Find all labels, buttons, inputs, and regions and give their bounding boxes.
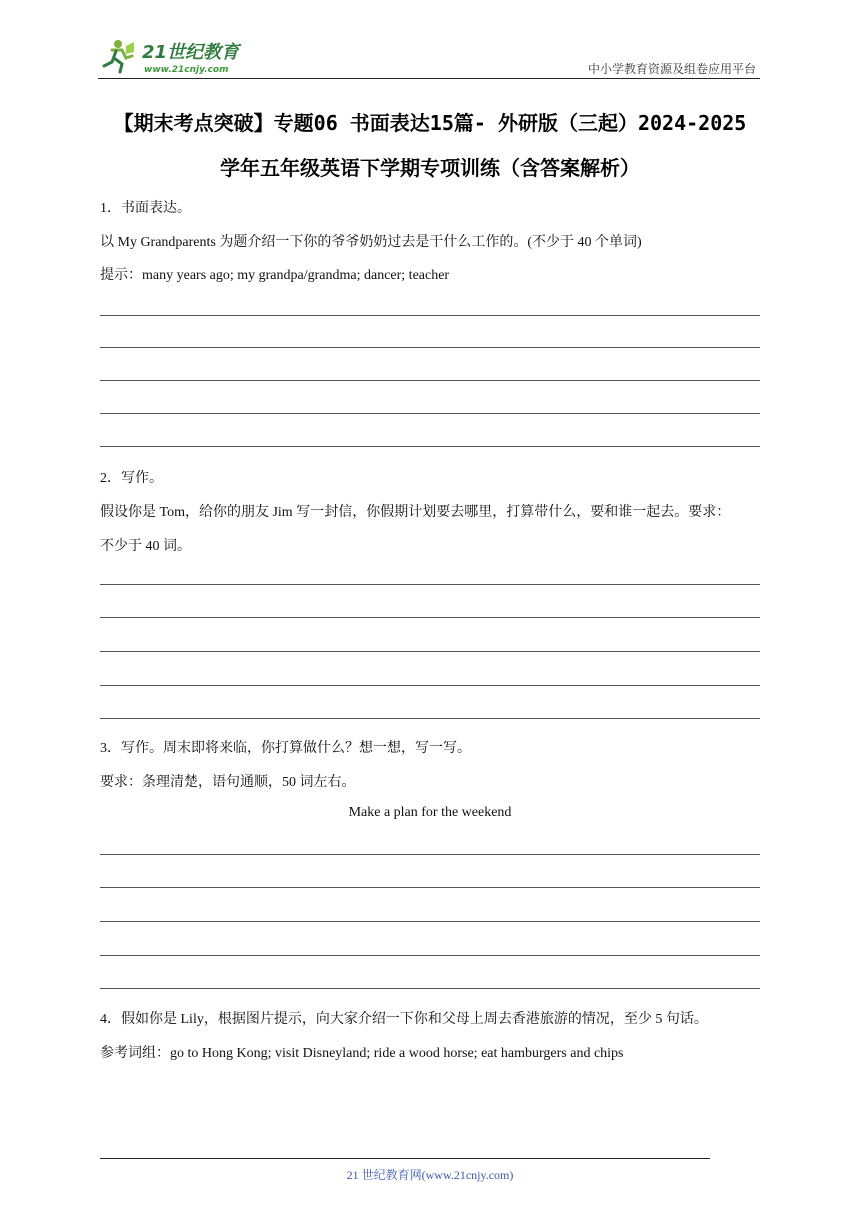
answer-line bbox=[100, 685, 760, 686]
document-title-line-2: 学年五年级英语下学期专项训练（含答案解析） bbox=[220, 156, 640, 180]
answer-line bbox=[100, 955, 760, 956]
question-3-heading: 3．写作。周末即将来临，你打算做什么？想一想，写一写。 bbox=[100, 741, 471, 756]
answer-line bbox=[100, 854, 760, 855]
question-1-heading: 1．书面表达。 bbox=[100, 201, 191, 216]
answer-line bbox=[100, 413, 760, 414]
answer-line bbox=[100, 988, 760, 989]
footer-link[interactable]: 21 世纪教育网(www.21cnjy.com) bbox=[346, 1168, 514, 1182]
question-4-phrases: 参考词组：go to Hong Kong; visit Disneyland; ride a wood horse; eat hamburgers and chips bbox=[100, 1046, 624, 1061]
footer-divider bbox=[100, 1158, 710, 1159]
page-header bbox=[98, 30, 758, 80]
answer-line bbox=[100, 617, 760, 618]
document-title-line-1: 【期末考点突破】专题06 书面表达15篇- 外研版（三起）2024-2025 bbox=[113, 111, 747, 135]
answer-line bbox=[100, 446, 760, 447]
answer-line bbox=[100, 651, 760, 652]
svg-text:21世纪教育: 21世纪教育 bbox=[142, 42, 240, 63]
question-1-hint: 提示：many years ago; my grandpa/grandma; dancer; teacher bbox=[100, 268, 450, 283]
question-2-heading: 2．写作。 bbox=[100, 471, 163, 486]
logo-21cnjy bbox=[98, 36, 268, 76]
platform-name: 中小学教育资源及组卷应用平台 bbox=[587, 62, 756, 76]
question-4-heading: 4．假如你是 Lily，根据图片提示，向大家介绍一下你和父母上周去香港旅游的情况，至少 5 句话。 bbox=[100, 1012, 708, 1027]
question-1-instruction: 以 My Grandparents 为题介绍一下你的爷爷奶奶过去是干什么工作的。(不少于 40 个单词) bbox=[100, 235, 642, 250]
question-2-instruction: 假设你是 Tom，给你的朋友 Jim 写一封信，你假期计划要去哪里，打算带什么，要和谁一起去。要求： bbox=[100, 505, 731, 520]
question-2-requirement: 不少于 40 词。 bbox=[100, 539, 191, 554]
answer-line bbox=[100, 921, 760, 922]
svg-text:www.21cnjy.com: www.21cnjy.com bbox=[144, 65, 229, 75]
header-divider bbox=[98, 78, 760, 79]
answer-line bbox=[100, 584, 760, 585]
answer-line bbox=[100, 347, 760, 348]
answer-line bbox=[100, 718, 760, 719]
question-3-requirement: 要求：条理清楚，语句通顺，50 词左右。 bbox=[100, 775, 356, 790]
answer-line bbox=[100, 887, 760, 888]
answer-line bbox=[100, 315, 760, 316]
answer-line bbox=[100, 380, 760, 381]
question-3-topic: Make a plan for the weekend bbox=[348, 805, 512, 820]
